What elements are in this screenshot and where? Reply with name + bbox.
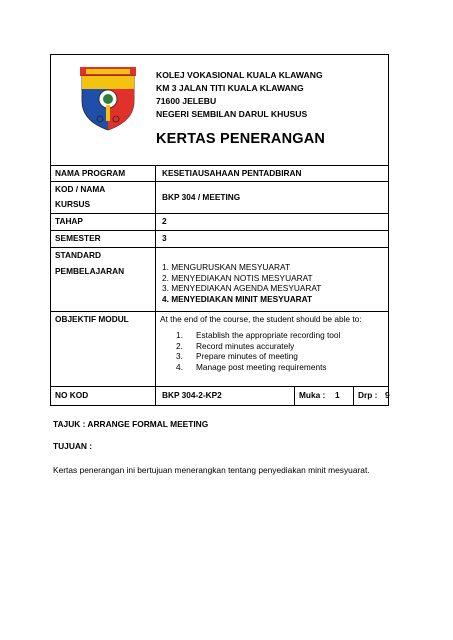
table-divider [50, 213, 389, 214]
list-item: 3. MENYEDIAKAN AGENDA MESYUARAT [162, 283, 322, 294]
list-item-text: Record minutes accurately [196, 340, 295, 351]
code-number-value: BKP 304-2-KP2 [162, 390, 222, 400]
learning-standard-label-2: PEMBELAJARAN [55, 266, 125, 276]
table-divider [50, 247, 389, 248]
list-item: 2. MENYEDIAKAN NOTIS MESYUARAT [162, 272, 313, 283]
list-item [176, 362, 340, 373]
table-column-divider [294, 386, 295, 406]
list-item [176, 341, 340, 352]
page-number: 1 [335, 390, 340, 400]
table-divider [50, 386, 389, 387]
table-divider [50, 181, 389, 182]
program-value: KESETIAUSAHAAN PENTADBIRAN [162, 168, 302, 178]
total-pages-label: Drp : [358, 390, 378, 400]
topic-heading: TAJUK : ARRANGE FORMAL MEETING [53, 419, 209, 429]
purpose-paragraph: Kertas penerangan ini bertujuan menerangkan tentang penyediakan minit mesyuarat. [53, 465, 370, 475]
table-divider [50, 230, 389, 231]
semester-value: 3 [162, 233, 167, 243]
learning-standard-list [162, 262, 321, 304]
learning-standard-label: STANDARD [55, 250, 101, 260]
list-item: 1. MENGURUSKAN MESYUARAT [162, 262, 291, 272]
total-pages-value: 9 [385, 390, 390, 400]
list-item-text: Manage post meeting requirements [196, 361, 327, 372]
address-line-1: KM 3 JALAN TITI KUALA KLAWANG [156, 83, 304, 93]
module-objective-label: OBJEKTIF MODUL [55, 314, 129, 324]
level-label: TAHAP [55, 216, 83, 226]
course-code-label-2: KURSUS [55, 199, 91, 209]
address-line-2: 71600 JELEBU [156, 96, 217, 106]
code-number-label: NO KOD [55, 390, 89, 400]
table-column-divider [353, 386, 354, 406]
course-code-label: KOD / NAMA [55, 184, 106, 194]
list-item-number: 4. [176, 361, 183, 372]
list-item [176, 351, 340, 362]
purpose-heading: TUJUAN : [53, 441, 93, 451]
list-item: 4. MENYEDIAKAN MINIT MESYUARAT [162, 293, 313, 304]
page-label: Muka : [299, 390, 326, 400]
list-item-text: Establish the appropriate recording tool [196, 330, 341, 340]
table-top-border [50, 165, 389, 166]
list-item-text: Prepare minutes of meeting [196, 351, 298, 362]
institution-name: KOLEJ VOKASIONAL KUALA KLAWANG [156, 70, 323, 80]
table-divider [50, 311, 389, 312]
level-value: 2 [162, 216, 167, 226]
table-column-divider [155, 165, 156, 406]
list-item-number: 3. [176, 351, 183, 362]
list-item-number: 1. [176, 330, 183, 340]
list-item [176, 330, 340, 341]
address-line-3: NEGERI SEMBILAN DARUL KHUSUS [156, 109, 308, 119]
course-code-value: BKP 304 / MEETING [162, 192, 241, 202]
list-item-number: 2. [176, 340, 183, 351]
objective-intro: At the end of the course, the student should be able to: [160, 314, 362, 324]
document-title: KERTAS PENERANGAN [156, 131, 326, 147]
school-crest-logo [80, 67, 136, 131]
semester-label: SEMESTER [55, 233, 101, 243]
objective-list [176, 330, 340, 372]
program-label: NAMA PROGRAM [55, 168, 126, 178]
